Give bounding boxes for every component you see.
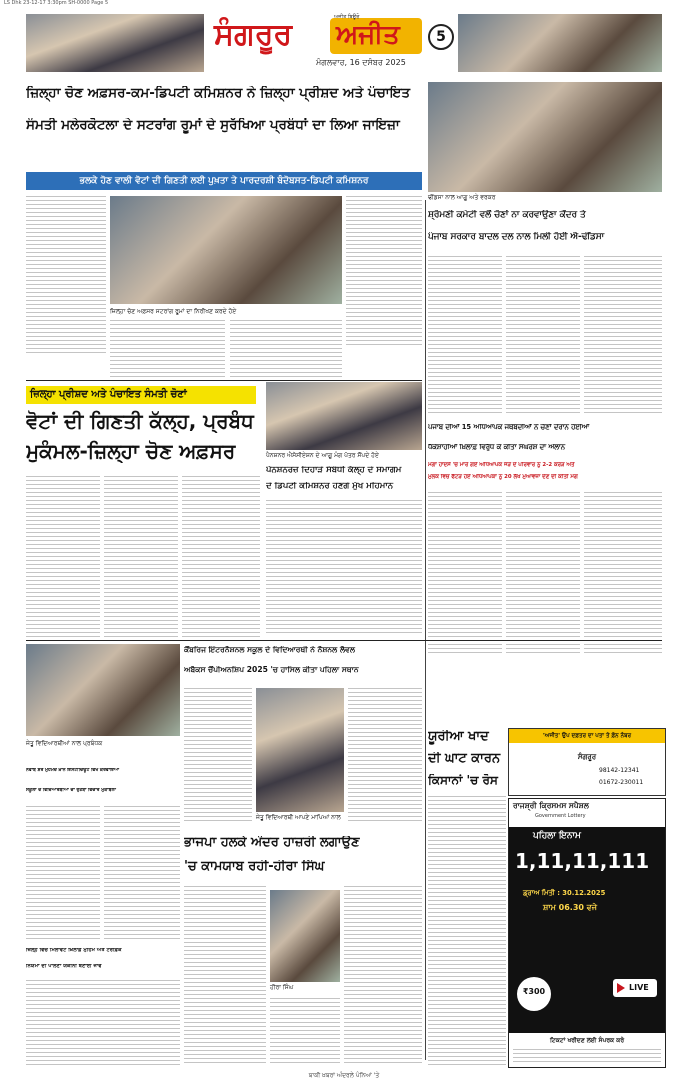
pension-caption: ਪੈਨਸ਼ਨਰ ਐਸੋਸੀਏਸ਼ਨ ਦੇ ਆਗੂ ਮੰਗ ਪੱਤਰ ਸੌਂਪਦੇ ਹੋਏ	[266, 452, 379, 459]
page-number: 5	[428, 24, 454, 50]
masthead	[206, 14, 454, 72]
pension-photo	[266, 382, 422, 450]
punjab-body-col-1	[428, 492, 502, 656]
lottery-body	[509, 827, 665, 1033]
school-headline-1: ਨਵਾਬ ਸ਼ੇਰ ਮੁਹੰਮਦ ਖ਼ਾਨ ਇੰਸਟੀਚਿਊਟ ਵਿਖੇ ਕਰਵਾਇਆ	[26, 768, 120, 773]
masthead-date: ਮੰਗਲਵਾਰ, 16 ਦਸੰਬਰ 2025	[316, 58, 406, 67]
ajit-office-phone-2: 01672-230011	[599, 779, 644, 786]
school-headline-2: ਸਕੂਲਾਂ ਦੇ ਵਿਦਿਆਰਥੀਆਂ ਦਾ ਰੁਤਬਾ ਵਿਚਾਰ ਮੁਕਾਬਲਾ	[26, 788, 116, 793]
bottom-left-headline-2: ਨਿਯਮਾਂ ਦੀ ਪਾਲਣਾ ਯਕੀਨੀ ਬਣਾਈ ਜਾਵੇ	[26, 964, 102, 969]
lead-photo	[110, 196, 342, 304]
pension-body	[266, 500, 422, 636]
story2-headline-2: ਮੁਕੰਮਲ-ਜ਼ਿਲ੍ਹਾ ਚੋਣ ਅਫ਼ਸਰ	[26, 440, 236, 463]
lead-body-col-4	[346, 196, 422, 346]
lottery-ad	[508, 798, 666, 1068]
punjab-headline-1: ਪੰਜਾਬ ਦੀਆਂ 15 ਅਧਿਆਪਕ ਜਥੇਬੰਦੀਆਂ ਨੇ ਚੋਣਾਂ ਦੌਰਾਨ ਹੋਈਆਂ	[428, 424, 590, 431]
urea-body	[428, 796, 506, 1066]
punjab-red-line-2: ਮੁਲਕ ਵਿਚ ਫੱਟੜ ਹੋਏ ਅਧਿਆਪਕਾ ਨੂੰ 20 ਲੱਖ ਮੁਆਵਜ਼ਾ ਦੇਣ ਦੀ ਕੀਤੀ ਮੰਗ	[428, 474, 578, 480]
punjab-headline-2: ਧੱਕੇਸ਼ਾਹੀਆਂ ਖ਼ਿਲਾਫ਼ ਵਿਰੁੱਧ ਕੋ ਕੀਤਾ ਸੰਘਰਸ਼ ਦਾ ਐਲਾਨ	[428, 444, 566, 451]
top-right-photo	[428, 82, 662, 192]
ajit-office-box	[508, 728, 666, 796]
lottery-draw-date: ਡ੍ਰਾਅ ਮਿਤੀ : 30.12.2025	[523, 889, 606, 897]
column-rule	[425, 200, 426, 1060]
story2-headline-1: ਵੋਟਾਂ ਦੀ ਗਿਣਤੀ ਕੱਲ੍ਹ, ਪ੍ਰਬੰਧ	[26, 410, 254, 433]
cambridge-body-col-2	[348, 688, 422, 824]
lead-subhead: ਭਲਕੇ ਹੋਣ ਵਾਲੀ ਵੋਟਾਂ ਦੀ ਗਿਣਤੀ ਲਈ ਪੁਖ਼ਤਾ ਤੇ ਪਾਰਦਰਸ਼ੀ ਬੰਦੋਬਸਤ-ਡਿਪਟੀ ਕਮਿਸ਼ਨਰ	[26, 172, 422, 190]
lead-body-col-1	[26, 196, 106, 356]
bjp-headline-1: ਭਾਜਪਾ ਹਲਕੇ ਅੰਦਰ ਹਾਜ਼ਰੀ ਲਗਾਉਣ	[184, 836, 360, 850]
right1-body-col-1	[428, 256, 502, 416]
masthead-right-photo	[458, 14, 662, 72]
school-body-col-2	[104, 806, 180, 940]
play-icon	[617, 983, 625, 993]
masthead-city: ਸੰਗਰੂਰ	[214, 17, 293, 52]
lottery-live: LIVE	[629, 983, 649, 992]
lottery-price-badge	[517, 977, 551, 1011]
lottery-price: ₹300	[522, 987, 546, 996]
lottery-time: ਸ਼ਾਮ 06.30 ਵਜੇ	[543, 903, 597, 912]
lottery-prize-label: ਪਹਿਲਾ ਇਨਾਮ	[533, 831, 581, 841]
bjp-body-col-1	[184, 886, 266, 1066]
masthead-paper: ਅਜੀਤ	[336, 20, 400, 50]
cambridge-caption: ਜੇਤੂ ਵਿਦਿਆਰਥੀ ਆਪਣੇ ਮਾਪਿਆਂ ਨਾਲ	[256, 814, 341, 821]
story2-body-col-3	[182, 476, 260, 638]
right1-headline-1: ਸ਼੍ਰੋਮਣੀ ਕਮੇਟੀ ਵਲੋਂ ਚੋਣਾਂ ਨਾ ਕਰਵਾਉਣਾ ਕੇਂਦਰ ਤੇ	[428, 210, 586, 220]
masthead-tag: ਅਜੀਤ ਬਿਊਰੋ	[334, 14, 360, 20]
section-rule	[26, 380, 422, 381]
lead-body-col-2	[110, 320, 225, 378]
story2-body-col-1	[26, 476, 100, 638]
cambridge-headline-2: ਅਬੈਕਸ ਚੈਂਪੀਅਨਸ਼ਿਪ 2025 'ਚ ਹਾਸਿਲ ਕੀਤਾ ਪਹਿਲਾ ਸਥਾਨ	[184, 666, 359, 674]
top-right-caption: ਢੀਂਡਸਾ ਨਾਲ ਆਗੂ ਅਤੇ ਵਰਕਰ	[428, 194, 496, 201]
school-photo	[26, 644, 180, 736]
right1-body-col-3	[584, 256, 662, 416]
lead-body-col-3	[230, 320, 342, 378]
print-header: LS Dhk 23-12-17 3:30pm SH-0000 Page 5	[4, 0, 109, 6]
cambridge-photo	[256, 688, 344, 812]
footer-strip: ਬਾਕੀ ਖ਼ਬਰਾਂ ਅੰਦਰਲੇ ਪੰਨਿਆਂ 'ਤੇ	[308, 1072, 380, 1079]
punjab-body-col-2	[506, 492, 580, 656]
punjab-red-line-1: ਮੋਗਾ ਹਾਦਸੇ 'ਚ ਮਾਰੇ ਗਏ ਅਧਿਆਪਕ ਜੋੜੇ ਦੇ ਪਰਿਵਾਰ ਨੂੰ 2-2 ਕਰੋੜ ਅਤੇ	[428, 462, 575, 468]
urea-headline-1: ਯੂਰੀਆ ਖਾਦ	[428, 730, 489, 744]
masthead-paper-box	[330, 18, 422, 54]
pension-headline-1: ਪੈਨਸ਼ਨਰਜ਼ ਦਿਹਾੜੇ ਸੰਬੰਧੀ ਕੱਲ੍ਹ ਦੇ ਸਮਾਗਮ	[266, 466, 402, 475]
right1-headline-2: ਪੰਜਾਬ ਸਰਕਾਰ ਬਾਦਲ ਦਲ ਨਾਲ ਮਿਲੀ ਹੋਈ ਐ-ਢੀਂਡਸਾ	[428, 232, 605, 242]
ajit-office-city: ਸੰਗਰੂਰ	[577, 753, 597, 761]
lead-photo-caption: ਜ਼ਿਲ੍ਹਾ ਚੋਣ ਅਫ਼ਸਰ ਸਟਰਾਂਗ ਰੂਮਾਂ ਦਾ ਨਿਰੀਖਣ ਕਰਦੇ ਹੋਏ	[110, 308, 237, 315]
lottery-header	[509, 799, 665, 827]
story2-kicker: ਜ਼ਿਲ੍ਹਾ ਪ੍ਰੀਸ਼ਦ ਅਤੇ ਪੰਚਾਇਤ ਸੰਮਤੀ ਚੋਣਾਂ	[26, 386, 256, 404]
lottery-footer: ਟਿਕਟਾਂ ਖਰੀਦਣ ਲਈ ਸੰਪਰਕ ਕਰੋ	[549, 1037, 625, 1044]
cambridge-headline-1: ਕੈਂਬਰਿਜ ਇੰਟਰਨੈਸ਼ਨਲ ਸਕੂਲ ਦੇ ਵਿਦਿਆਰਥੀ ਨੇ ਨੈਸ਼ਨਲ ਲੈਵਲ	[184, 646, 355, 654]
lead-headline-2: ਸੰਮਤੀ ਮਲੇਰਕੋਟਲਾ ਦੇ ਸਟਰਾਂਗ ਰੂਮਾਂ ਦੇ ਸੁਰੱਖਿਆ ਪ੍ਰਬੰਧਾਂ ਦਾ ਲਿਆ ਜਾਇਜ਼ਾ	[26, 118, 400, 133]
bjp-caption: ਹੀਰਾ ਸਿੰਘ	[270, 984, 294, 991]
lottery-small-print	[513, 1049, 661, 1063]
punjab-body-col-3	[584, 492, 662, 656]
lottery-sub: Government Lottery	[535, 813, 586, 819]
masthead-left-photo	[26, 14, 204, 72]
lottery-brand: ਰਾਜਸ਼੍ਰੀ ਕ੍ਰਿਸਮਸ ਸਪੈਸ਼ਲ	[513, 801, 589, 810]
right1-body-col-2	[506, 256, 580, 416]
lottery-live-badge	[613, 979, 657, 997]
bottom-left-body	[26, 980, 180, 1066]
lottery-prize: 1,11,11,111	[515, 849, 650, 873]
bjp-body-col-3	[344, 886, 422, 1066]
bjp-body-col-2	[270, 998, 340, 1066]
urea-headline-2: ਦੀ ਘਾਟ ਕਾਰਨ	[428, 752, 501, 766]
lead-headline-1: ਜ਼ਿਲ੍ਹਾ ਚੋਣ ਅਫ਼ਸਰ-ਕਮ-ਡਿਪਟੀ ਕਮਿਸ਼ਨਰ ਨੇ ਜ਼ਿਲ੍ਹਾ ਪ੍ਰੀਸ਼ਦ ਅਤੇ ਪੰਚਾਇਤ	[26, 86, 411, 101]
pension-headline-2: ਦੇ ਡਿਪਟੀ ਕਮਿਸ਼ਨਰ ਹੋਣਗੇ ਮੁੱਖ ਮਹਿਮਾਨ	[266, 482, 394, 491]
story2-body-col-2	[104, 476, 178, 638]
bottom-left-headline-1: ਜ਼ਿਲ੍ਹੇ ਵਿਚ ਮਿਲਾਵਟ ਖ਼ਿਲਾਫ਼ ਮੁਹਿੰਮ ਅਤੇ ਟਰੈਫ਼ਿਕ	[26, 948, 122, 953]
bjp-headline-2: 'ਚ ਕਾਮਯਾਬ ਰਹੀ-ਹੀਰਾ ਸਿੰਘ	[184, 860, 325, 874]
school-caption: ਜੇਤੂ ਵਿਦਿਆਰਥੀਆਂ ਨਾਲ ਪ੍ਰਬੰਧਕ	[26, 740, 103, 747]
urea-headline-3: ਕਿਸਾਨਾਂ 'ਚ ਰੋਸ	[428, 774, 498, 787]
ajit-office-phone-1: 98142-12341	[599, 767, 640, 774]
ajit-office-title: 'ਅਜੀਤ' ਉਪ ਦਫ਼ਤਰ ਦਾ ਪਤਾ ਤੇ ਫ਼ੋਨ ਨੰਬਰ	[509, 729, 665, 743]
school-body-col-1	[26, 806, 100, 940]
cambridge-body-col-1	[184, 688, 252, 824]
section-rule	[26, 640, 662, 641]
bjp-photo	[270, 890, 340, 982]
